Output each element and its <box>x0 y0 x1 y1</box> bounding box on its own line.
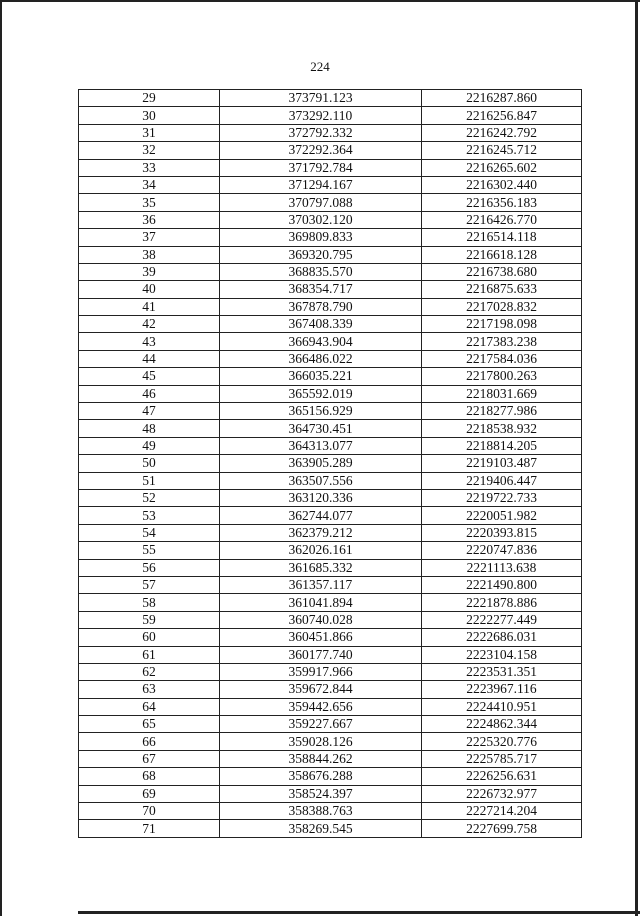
point-number-cell: 30 <box>79 107 220 124</box>
table-row <box>79 629 582 646</box>
point-number-cell: 68 <box>79 768 220 785</box>
x-coordinate-cell: 368354.717 <box>220 281 422 298</box>
table-row <box>79 576 582 593</box>
x-coordinate-cell: 361041.894 <box>220 594 422 611</box>
table-row <box>79 176 582 193</box>
y-coordinate-cell: 2220393.815 <box>422 524 582 541</box>
x-coordinate-cell: 359442.656 <box>220 698 422 715</box>
x-coordinate-cell: 362379.212 <box>220 524 422 541</box>
point-number-cell: 32 <box>79 142 220 159</box>
point-number-cell: 65 <box>79 716 220 733</box>
table-row <box>79 716 582 733</box>
x-coordinate-cell: 365592.019 <box>220 385 422 402</box>
point-number-cell: 31 <box>79 124 220 141</box>
point-number-cell: 59 <box>79 611 220 628</box>
y-coordinate-cell: 2226256.631 <box>422 768 582 785</box>
x-coordinate-cell: 362026.161 <box>220 542 422 559</box>
y-coordinate-cell: 2218814.205 <box>422 437 582 454</box>
x-coordinate-cell: 366486.022 <box>220 350 422 367</box>
x-coordinate-cell: 369809.833 <box>220 229 422 246</box>
point-number-cell: 45 <box>79 368 220 385</box>
point-number-cell: 29 <box>79 90 220 107</box>
y-coordinate-cell: 2224410.951 <box>422 698 582 715</box>
y-coordinate-cell: 2219406.447 <box>422 472 582 489</box>
table-row <box>79 263 582 280</box>
y-coordinate-cell: 2220747.836 <box>422 542 582 559</box>
point-number-cell: 50 <box>79 455 220 472</box>
x-coordinate-cell: 363905.289 <box>220 455 422 472</box>
y-coordinate-cell: 2218277.986 <box>422 403 582 420</box>
x-coordinate-cell: 358524.397 <box>220 785 422 802</box>
x-coordinate-cell: 358844.262 <box>220 750 422 767</box>
y-coordinate-cell: 2218031.669 <box>422 385 582 402</box>
x-coordinate-cell: 366035.221 <box>220 368 422 385</box>
y-coordinate-cell: 2216242.792 <box>422 124 582 141</box>
point-number-cell: 46 <box>79 385 220 402</box>
x-coordinate-cell: 359227.667 <box>220 716 422 733</box>
point-number-cell: 43 <box>79 333 220 350</box>
y-coordinate-cell: 2221113.638 <box>422 559 582 576</box>
point-number-cell: 54 <box>79 524 220 541</box>
table-row <box>79 455 582 472</box>
x-coordinate-cell: 361685.332 <box>220 559 422 576</box>
y-coordinate-cell: 2219722.733 <box>422 489 582 506</box>
table-row <box>79 698 582 715</box>
y-coordinate-cell: 2216356.183 <box>422 194 582 211</box>
x-coordinate-cell: 364730.451 <box>220 420 422 437</box>
y-coordinate-cell: 2216738.680 <box>422 263 582 280</box>
table-row <box>79 107 582 124</box>
table-row <box>79 646 582 663</box>
table-row <box>79 350 582 367</box>
x-coordinate-cell: 359917.966 <box>220 663 422 680</box>
point-number-cell: 40 <box>79 281 220 298</box>
point-number-cell: 58 <box>79 594 220 611</box>
y-coordinate-cell: 2223531.351 <box>422 663 582 680</box>
table-row <box>79 768 582 785</box>
y-coordinate-cell: 2216875.633 <box>422 281 582 298</box>
x-coordinate-cell: 363507.556 <box>220 472 422 489</box>
point-number-cell: 56 <box>79 559 220 576</box>
table-row <box>79 750 582 767</box>
page-border-bottom <box>78 911 640 914</box>
x-coordinate-cell: 370797.088 <box>220 194 422 211</box>
table-row <box>79 594 582 611</box>
point-number-cell: 47 <box>79 403 220 420</box>
y-coordinate-cell: 2216514.118 <box>422 229 582 246</box>
x-coordinate-cell: 359028.126 <box>220 733 422 750</box>
x-coordinate-cell: 358676.288 <box>220 768 422 785</box>
y-coordinate-cell: 2219103.487 <box>422 455 582 472</box>
table-row <box>79 803 582 820</box>
table-row <box>79 524 582 541</box>
y-coordinate-cell: 2216256.847 <box>422 107 582 124</box>
point-number-cell: 48 <box>79 420 220 437</box>
table-row <box>79 472 582 489</box>
point-number-cell: 63 <box>79 681 220 698</box>
point-number-cell: 38 <box>79 246 220 263</box>
x-coordinate-cell: 363120.336 <box>220 489 422 506</box>
point-number-cell: 62 <box>79 663 220 680</box>
table-row <box>79 820 582 837</box>
x-coordinate-cell: 370302.120 <box>220 211 422 228</box>
x-coordinate-cell: 360451.866 <box>220 629 422 646</box>
x-coordinate-cell: 365156.929 <box>220 403 422 420</box>
table-row <box>79 246 582 263</box>
point-number-cell: 42 <box>79 316 220 333</box>
y-coordinate-cell: 2225785.717 <box>422 750 582 767</box>
x-coordinate-cell: 372792.332 <box>220 124 422 141</box>
x-coordinate-cell: 359672.844 <box>220 681 422 698</box>
point-number-cell: 61 <box>79 646 220 663</box>
point-number-cell: 41 <box>79 298 220 315</box>
y-coordinate-cell: 2223967.116 <box>422 681 582 698</box>
y-coordinate-cell: 2224862.344 <box>422 716 582 733</box>
x-coordinate-cell: 364313.077 <box>220 437 422 454</box>
x-coordinate-cell: 367878.790 <box>220 298 422 315</box>
table-row <box>79 316 582 333</box>
table-row <box>79 159 582 176</box>
point-number-cell: 44 <box>79 350 220 367</box>
point-number-cell: 71 <box>79 820 220 837</box>
page-border-right <box>635 0 638 916</box>
y-coordinate-cell: 2217028.832 <box>422 298 582 315</box>
table-row <box>79 385 582 402</box>
y-coordinate-cell: 2217383.238 <box>422 333 582 350</box>
y-coordinate-cell: 2218538.932 <box>422 420 582 437</box>
table-row <box>79 681 582 698</box>
table-row <box>79 368 582 385</box>
x-coordinate-cell: 371792.784 <box>220 159 422 176</box>
y-coordinate-cell: 2221878.886 <box>422 594 582 611</box>
point-number-cell: 60 <box>79 629 220 646</box>
table-row <box>79 420 582 437</box>
y-coordinate-cell: 2216287.860 <box>422 90 582 107</box>
x-coordinate-cell: 366943.904 <box>220 333 422 350</box>
table-row <box>79 194 582 211</box>
table-row <box>79 542 582 559</box>
table-row <box>79 785 582 802</box>
point-number-cell: 35 <box>79 194 220 211</box>
y-coordinate-cell: 2222277.449 <box>422 611 582 628</box>
page-border-top <box>0 0 640 2</box>
y-coordinate-cell: 2216426.770 <box>422 211 582 228</box>
coordinates-table <box>78 89 582 838</box>
y-coordinate-cell: 2216618.128 <box>422 246 582 263</box>
x-coordinate-cell: 362744.077 <box>220 507 422 524</box>
point-number-cell: 70 <box>79 803 220 820</box>
table-row <box>79 281 582 298</box>
table-row <box>79 142 582 159</box>
point-number-cell: 52 <box>79 489 220 506</box>
page-number: 224 <box>310 59 330 74</box>
table-row <box>79 507 582 524</box>
y-coordinate-cell: 2216302.440 <box>422 176 582 193</box>
table-row <box>79 333 582 350</box>
point-number-cell: 37 <box>79 229 220 246</box>
point-number-cell: 36 <box>79 211 220 228</box>
point-number-cell: 49 <box>79 437 220 454</box>
point-number-cell: 64 <box>79 698 220 715</box>
table-row <box>79 229 582 246</box>
y-coordinate-cell: 2226732.977 <box>422 785 582 802</box>
y-coordinate-cell: 2217800.263 <box>422 368 582 385</box>
x-coordinate-cell: 368835.570 <box>220 263 422 280</box>
point-number-cell: 39 <box>79 263 220 280</box>
y-coordinate-cell: 2220051.982 <box>422 507 582 524</box>
x-coordinate-cell: 373292.110 <box>220 107 422 124</box>
table-row <box>79 298 582 315</box>
x-coordinate-cell: 367408.339 <box>220 316 422 333</box>
point-number-cell: 66 <box>79 733 220 750</box>
point-number-cell: 53 <box>79 507 220 524</box>
table-row <box>79 489 582 506</box>
table-row <box>79 437 582 454</box>
point-number-cell: 34 <box>79 176 220 193</box>
table-row <box>79 124 582 141</box>
point-number-cell: 51 <box>79 472 220 489</box>
table-row <box>79 611 582 628</box>
point-number-cell: 57 <box>79 576 220 593</box>
table-row <box>79 733 582 750</box>
table-row <box>79 211 582 228</box>
y-coordinate-cell: 2217198.098 <box>422 316 582 333</box>
x-coordinate-cell: 371294.167 <box>220 176 422 193</box>
y-coordinate-cell: 2216265.602 <box>422 159 582 176</box>
page-border-left <box>0 0 2 916</box>
point-number-cell: 33 <box>79 159 220 176</box>
y-coordinate-cell: 2227699.758 <box>422 820 582 837</box>
table-row <box>79 559 582 576</box>
y-coordinate-cell: 2225320.776 <box>422 733 582 750</box>
point-number-cell: 55 <box>79 542 220 559</box>
point-number-cell: 69 <box>79 785 220 802</box>
x-coordinate-cell: 372292.364 <box>220 142 422 159</box>
point-number-cell: 67 <box>79 750 220 767</box>
x-coordinate-cell: 360740.028 <box>220 611 422 628</box>
y-coordinate-cell: 2227214.204 <box>422 803 582 820</box>
y-coordinate-cell: 2221490.800 <box>422 576 582 593</box>
x-coordinate-cell: 360177.740 <box>220 646 422 663</box>
x-coordinate-cell: 369320.795 <box>220 246 422 263</box>
y-coordinate-cell: 2222686.031 <box>422 629 582 646</box>
y-coordinate-cell: 2223104.158 <box>422 646 582 663</box>
y-coordinate-cell: 2216245.712 <box>422 142 582 159</box>
x-coordinate-cell: 358388.763 <box>220 803 422 820</box>
coordinates-table-body <box>79 90 582 838</box>
table-row <box>79 90 582 107</box>
y-coordinate-cell: 2217584.036 <box>422 350 582 367</box>
table-row <box>79 663 582 680</box>
x-coordinate-cell: 358269.545 <box>220 820 422 837</box>
table-row <box>79 403 582 420</box>
x-coordinate-cell: 361357.117 <box>220 576 422 593</box>
x-coordinate-cell: 373791.123 <box>220 90 422 107</box>
